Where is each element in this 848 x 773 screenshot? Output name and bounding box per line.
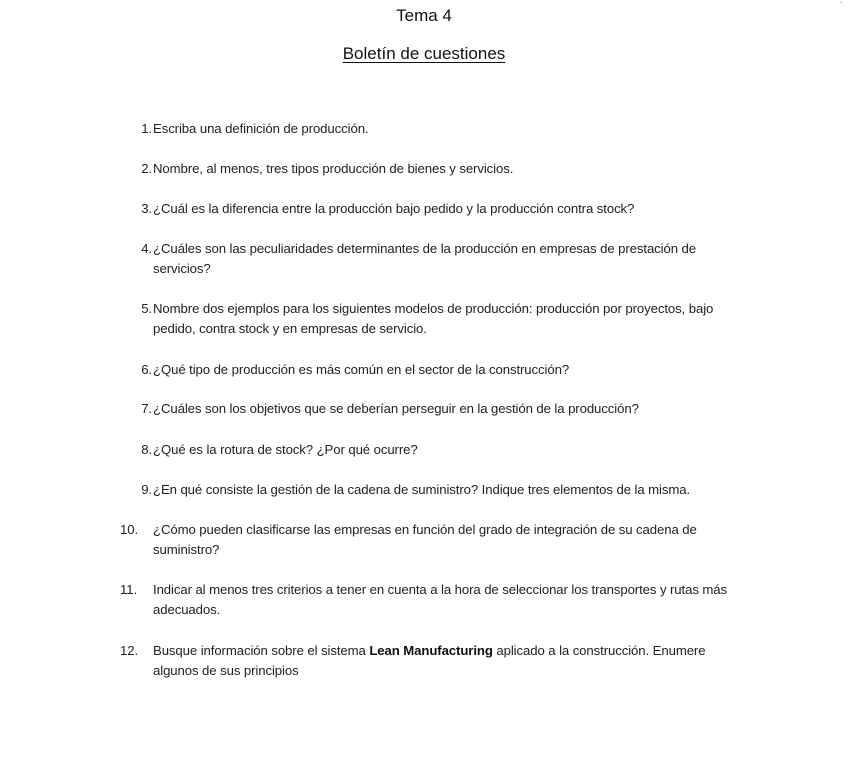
question-item [124,299,744,339]
question-text: ¿Cuál es la diferencia entre la producción bajo pedido y la producción contra stock? [153,201,635,216]
question-number: 10. [120,522,139,537]
question-number: 3. [141,201,152,216]
question-number: 4. [141,241,152,256]
question-number: 11. [120,582,138,597]
question-text: Nombre, al menos, tres tipos producción de bienes y servicios. [153,161,514,176]
question-text-start: Busque información sobre el sistema [153,643,370,658]
question-text: Indicar al menos tres criterios a tener en cuenta a la hora de seleccionar los transportes y rutas más adecuados. [153,582,727,617]
question-text: ¿En qué consiste la gestión de la cadena de suministro? Indique tres elementos de la misma. [153,482,691,497]
question-item [124,239,744,279]
question-item [120,580,744,620]
scan-speck [840,2,842,3]
question-text: Escriba una definición de producción. [153,121,369,136]
question-text: ¿Qué tipo de producción es más común en el sector de la construcción? [153,362,570,377]
question-item [124,440,744,460]
question-item [124,480,744,500]
question-number: 1. [141,121,152,136]
question-item [124,199,744,219]
question-number: 8. [141,442,152,457]
question-text: ¿Cuáles son los objetivos que se deberían perseguir en la gestión de la producción? [153,401,639,416]
question-number: 7. [141,401,152,416]
question-text-bold: Lean Manufacturing [369,643,493,658]
question-item [120,520,744,560]
document-title: Tema 4 [396,6,452,25]
question-number: 5. [141,301,152,316]
question-number: 6. [141,362,152,377]
question-item [124,360,744,380]
question-text: ¿Cuáles son las peculiaridades determinantes de la producción en empresas de prestación de servicios? [153,241,697,276]
document-subtitle: Boletín de cuestiones [342,44,506,63]
question-number: 12. [120,643,139,658]
question-text [153,641,738,681]
question-number: 2. [141,161,152,176]
question-text-end: aplicado a la construcción. Enumere algunos de sus principios [153,643,706,678]
question-number: 9. [141,482,152,497]
question-item [120,641,744,681]
question-text: ¿Qué es la rotura de stock? ¿Por qué ocurre? [153,442,418,457]
question-text: Nombre dos ejemplos para los siguientes modelos de producción: producción por proyectos, bajo pedido, contra stock y en empresas de servicio. [153,301,714,336]
question-text: ¿Cómo pueden clasificarse las empresas en función del grado de integración de su cadena de suministro? [153,522,697,557]
question-item [124,119,744,139]
question-item [124,159,744,179]
question-item [124,399,744,419]
